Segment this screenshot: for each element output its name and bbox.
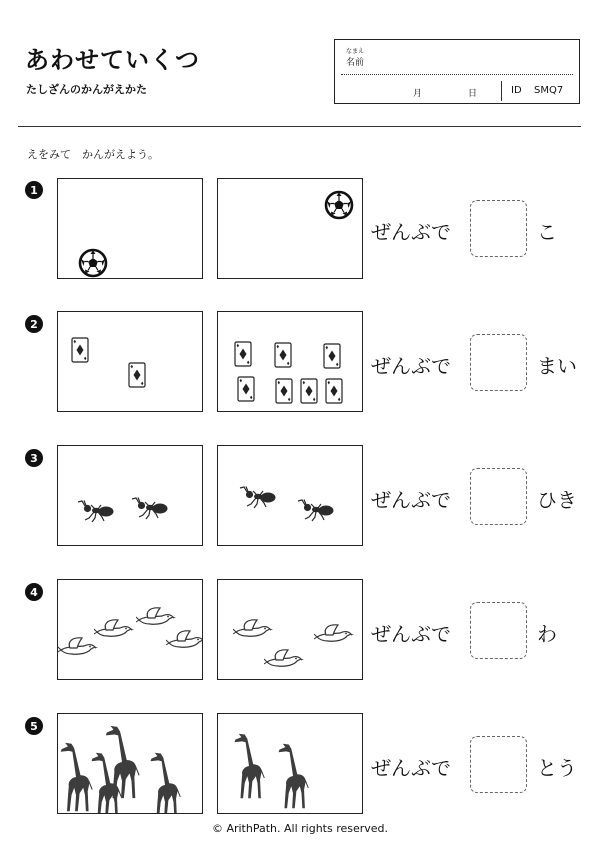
diamond-card-icon bbox=[324, 344, 340, 368]
answer-prefix: ぜんぶで bbox=[371, 488, 451, 512]
diamond-card-icon bbox=[301, 379, 317, 403]
right-picture-panel bbox=[217, 311, 363, 412]
left-picture-panel bbox=[57, 178, 203, 279]
left-picture-panel bbox=[57, 445, 203, 546]
answer-box[interactable] bbox=[470, 334, 527, 391]
answer-prefix: ぜんぶで bbox=[371, 220, 451, 244]
diamond-card-icon bbox=[276, 379, 292, 403]
divider bbox=[501, 81, 502, 101]
bird-icon bbox=[136, 608, 176, 624]
soccer-ball-icon bbox=[80, 250, 106, 276]
worksheet-title: あわせていくつ bbox=[25, 46, 200, 74]
name-label: 名前 bbox=[346, 58, 365, 68]
ant-icon bbox=[132, 498, 168, 520]
bird-icon bbox=[233, 620, 273, 636]
question-number-1: 1 bbox=[25, 181, 43, 199]
answer-prefix: ぜんぶで bbox=[371, 756, 451, 780]
ant-icon bbox=[78, 501, 114, 523]
giraffe-icon bbox=[151, 753, 181, 813]
right-picture-panel bbox=[217, 713, 363, 814]
right-picture-panel bbox=[217, 579, 363, 680]
left-picture-panel bbox=[57, 311, 203, 412]
bird-icon bbox=[166, 631, 202, 647]
diamond-card-icon bbox=[129, 363, 145, 387]
id-label: ID bbox=[511, 85, 522, 96]
question-number-3: 3 bbox=[25, 449, 43, 467]
name-box bbox=[334, 39, 580, 104]
bird-icon bbox=[314, 625, 354, 641]
diamond-card-icon bbox=[72, 338, 88, 362]
ant-icon bbox=[240, 487, 276, 509]
question-number-5: 5 bbox=[25, 717, 43, 735]
diamond-card-icon bbox=[275, 343, 291, 367]
diamond-card-icon bbox=[326, 379, 342, 403]
answer-unit: とう bbox=[537, 756, 577, 780]
answer-box[interactable] bbox=[470, 200, 527, 257]
header-divider bbox=[18, 126, 581, 127]
giraffe-icon bbox=[235, 734, 265, 799]
bird-icon bbox=[94, 620, 134, 636]
right-picture-panel bbox=[217, 445, 363, 546]
question-number-4: 4 bbox=[25, 583, 43, 601]
diamond-card-icon bbox=[235, 342, 251, 366]
bird-icon bbox=[58, 638, 98, 654]
giraffe-icon bbox=[61, 743, 92, 811]
right-picture-panel bbox=[217, 178, 363, 279]
worksheet-subtitle: たしざんのかんがえかた bbox=[26, 83, 147, 96]
answer-unit: ひき bbox=[537, 488, 577, 512]
giraffe-icon bbox=[279, 744, 309, 809]
answer-box[interactable] bbox=[470, 736, 527, 793]
answer-unit: わ bbox=[537, 622, 557, 646]
instruction-text: えをみて かんがえよう。 bbox=[27, 148, 159, 161]
day-label: 日 bbox=[468, 89, 478, 99]
answer-unit: こ bbox=[537, 220, 557, 244]
answer-unit: まい bbox=[537, 354, 577, 378]
left-picture-panel bbox=[57, 579, 203, 680]
answer-prefix: ぜんぶで bbox=[371, 354, 451, 378]
bird-icon bbox=[264, 650, 304, 666]
answer-prefix: ぜんぶで bbox=[371, 622, 451, 646]
soccer-ball-icon bbox=[326, 192, 352, 218]
question-number-2: 2 bbox=[25, 315, 43, 333]
diamond-card-icon bbox=[238, 377, 254, 401]
ant-icon bbox=[298, 500, 334, 522]
month-label: 月 bbox=[413, 89, 423, 99]
id-value: SMQ7 bbox=[534, 85, 564, 96]
name-write-line[interactable] bbox=[341, 74, 573, 75]
answer-box[interactable] bbox=[470, 602, 527, 659]
left-picture-panel bbox=[57, 713, 203, 814]
copyright-footer: © ArithPath. All rights reserved. bbox=[211, 822, 389, 835]
name-ruby: なまえ bbox=[346, 48, 365, 55]
answer-box[interactable] bbox=[470, 468, 527, 525]
